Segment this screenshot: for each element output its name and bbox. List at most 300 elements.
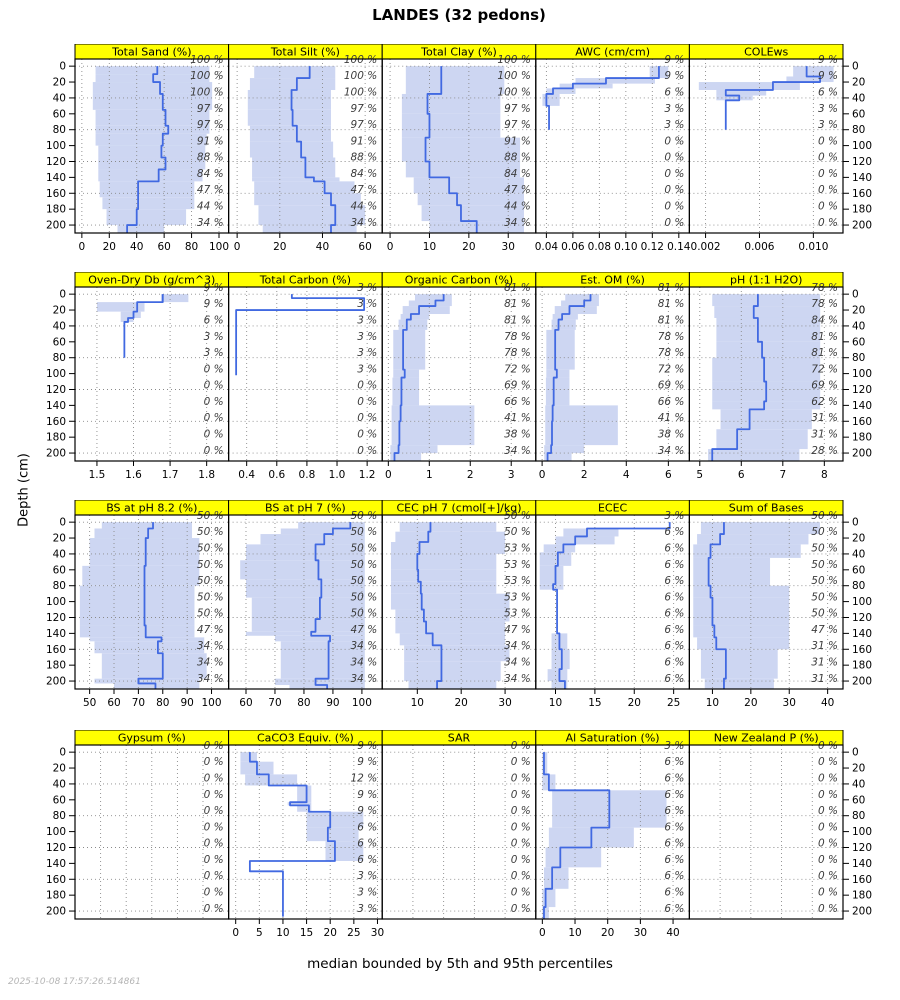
percentile-band [552, 320, 576, 330]
percentile-band [542, 94, 559, 106]
svg-text:60: 60 [852, 108, 866, 121]
svg-text:0: 0 [384, 469, 392, 481]
percentile-band [693, 558, 770, 586]
svg-text:200: 200 [852, 905, 873, 918]
percentile-band [96, 110, 210, 126]
panel-al-saturation [536, 730, 690, 939]
percentile-band [391, 542, 505, 554]
contributing-fraction-label: 84 % [196, 167, 224, 180]
svg-text:160: 160 [852, 643, 873, 656]
contributing-fraction-label: 0 % [357, 444, 378, 457]
percentile-band [716, 318, 820, 342]
panel-caco3-equiv [229, 730, 385, 939]
contributing-fraction-label: 6 % [664, 902, 685, 915]
contributing-fraction-label: 53 % [504, 591, 531, 604]
percentile-band [395, 610, 509, 622]
svg-text:30: 30 [498, 697, 512, 709]
svg-text:10: 10 [276, 927, 290, 939]
contributing-fraction-label: 0 % [203, 412, 224, 425]
svg-text:140: 140 [852, 399, 873, 412]
depth-axis-left [46, 289, 75, 460]
contributing-fraction-label: 0 % [357, 428, 378, 441]
percentile-band [252, 177, 339, 181]
strip-title: BS at pH 8.2 (%) [106, 501, 198, 515]
contributing-fraction-label: 34 % [196, 640, 224, 653]
percentile-band [544, 544, 576, 552]
svg-text:40: 40 [52, 778, 66, 791]
contributing-fraction-label: 0 % [510, 756, 531, 769]
panel-total-sand [75, 44, 229, 253]
strip-title: Est. OM (%) [580, 273, 645, 287]
svg-text:180: 180 [45, 431, 66, 444]
percentile-band [102, 522, 192, 528]
svg-text:80: 80 [52, 124, 66, 137]
percentile-band [712, 401, 820, 409]
contributing-fraction-label: 0 % [818, 870, 838, 883]
contributing-fraction-label: 3 % [357, 298, 378, 311]
depth-axis-left [46, 517, 75, 688]
svg-text:20: 20 [852, 762, 866, 775]
percentile-band [406, 161, 520, 177]
percentile-band [98, 169, 202, 181]
svg-text:60: 60 [852, 564, 866, 577]
contributing-fraction-label: 100 % [190, 53, 224, 66]
svg-text:160: 160 [852, 187, 873, 200]
svg-text:0.14: 0.14 [667, 241, 691, 253]
percentile-band [697, 637, 789, 649]
contributing-fraction-label: 47 % [350, 184, 378, 197]
contributing-fraction-label: 34 % [657, 444, 685, 457]
percentile-band [546, 330, 574, 370]
contributing-fraction-label: 0 % [510, 837, 531, 850]
svg-text:1: 1 [425, 469, 433, 481]
percentile-band [307, 828, 359, 842]
svg-text:0: 0 [852, 60, 859, 73]
svg-text:80: 80 [52, 810, 66, 823]
contributing-fraction-label: 34 % [350, 216, 378, 229]
contributing-fraction-label: 6 % [664, 853, 685, 866]
percentile-band [260, 534, 364, 544]
percentile-band [545, 405, 618, 421]
contributing-fraction-label: 3 % [357, 314, 378, 327]
percentile-band [90, 538, 200, 566]
contributing-fraction-label: 3 % [357, 870, 378, 883]
svg-text:200: 200 [45, 905, 66, 918]
svg-text:0.002: 0.002 [690, 241, 721, 253]
percentile-band [96, 126, 210, 134]
svg-text:8: 8 [820, 469, 828, 481]
svg-text:20: 20 [462, 241, 476, 253]
svg-text:160: 160 [852, 873, 873, 886]
percentile-band [80, 625, 195, 637]
svg-text:1.7: 1.7 [161, 469, 179, 481]
svg-text:60: 60 [52, 108, 66, 121]
panel-est-om [536, 272, 690, 481]
percentile-band [546, 378, 570, 406]
contributing-fraction-label: 31 % [811, 428, 838, 441]
panel-total-silt [229, 44, 383, 253]
contributing-fraction-label: 0 % [510, 853, 531, 866]
svg-text:20: 20 [852, 76, 866, 89]
contributing-fraction-label: 91 % [350, 135, 378, 148]
contributing-fraction-label: 50 % [811, 591, 838, 604]
contributing-fraction-label: 3 % [664, 739, 685, 752]
percentile-band [542, 889, 555, 907]
svg-text:100: 100 [45, 140, 66, 153]
contributing-fraction-label: 0 % [357, 395, 378, 408]
contributing-fraction-label: 50 % [196, 575, 224, 588]
contributing-fraction-label: 0 % [818, 184, 838, 197]
svg-text:10: 10 [568, 927, 582, 939]
svg-text:160: 160 [45, 873, 66, 886]
contributing-fraction-label: 0 % [818, 200, 838, 213]
svg-text:20: 20 [102, 241, 116, 253]
contributing-fraction-label: 47 % [196, 623, 224, 636]
contributing-fraction-label: 0 % [203, 805, 224, 818]
percentile-band [82, 566, 199, 586]
svg-text:0: 0 [386, 241, 394, 253]
contributing-fraction-label: 0 % [357, 412, 378, 425]
panel-row-2 [0, 272, 900, 494]
contributing-fraction-label: 3 % [357, 886, 378, 899]
svg-text:180: 180 [45, 203, 66, 216]
percentile-band [714, 306, 820, 318]
percentile-band [699, 82, 800, 90]
contributing-fraction-label: 9 % [357, 739, 378, 752]
svg-text:20: 20 [273, 241, 287, 253]
contributing-fraction-label: 0 % [203, 395, 224, 408]
svg-text:0: 0 [232, 927, 240, 939]
contributing-fraction-label: 50 % [196, 509, 224, 522]
contributing-fraction-label: 0 % [203, 756, 224, 769]
y-axis-label: Depth (cm) [16, 453, 32, 527]
svg-text:180: 180 [45, 659, 66, 672]
percentile-band [548, 669, 568, 681]
svg-text:40: 40 [852, 92, 866, 105]
contributing-fraction-label: 50 % [811, 509, 838, 522]
percentile-band [252, 598, 365, 619]
contributing-fraction-label: 0 % [818, 167, 838, 180]
contributing-fraction-label: 6 % [664, 756, 685, 769]
panel-oven-dry-db [75, 272, 229, 481]
contributing-fraction-label: 3 % [357, 330, 378, 343]
panel-sar [382, 730, 536, 919]
svg-text:200: 200 [852, 219, 873, 232]
contributing-fraction-label: 6 % [664, 526, 685, 539]
percentile-band [716, 429, 807, 449]
contributing-fraction-label: 47 % [350, 623, 378, 636]
svg-text:20: 20 [52, 304, 66, 317]
percentile-band [708, 449, 799, 461]
percentile-band [102, 197, 194, 209]
strip-title: Sum of Bases [728, 501, 804, 515]
contributing-fraction-label: 53 % [504, 575, 531, 588]
contributing-fraction-label: 50 % [196, 591, 224, 604]
contributing-fraction-label: 41 % [657, 412, 685, 425]
contributing-fraction-label: 47 % [504, 184, 531, 197]
contributing-fraction-label: 0 % [664, 151, 685, 164]
svg-text:40: 40 [52, 320, 66, 333]
contributing-fraction-label: 3 % [357, 902, 378, 915]
contributing-fraction-label: 53 % [504, 558, 531, 571]
svg-text:3: 3 [507, 469, 515, 481]
percentile-band [693, 598, 789, 626]
strip-title: AWC (cm/cm) [575, 45, 650, 59]
svg-text:60: 60 [239, 697, 253, 709]
svg-text:160: 160 [852, 415, 873, 428]
contributing-fraction-label: 31 % [811, 412, 838, 425]
contributing-fraction-label: 50 % [350, 542, 378, 555]
contributing-fraction-label: 0 % [510, 772, 531, 785]
svg-text:0.06: 0.06 [561, 241, 585, 253]
timestamp: 2025-10-08 17:57:26.514861 [8, 977, 141, 987]
contributing-fraction-label: 28 % [811, 444, 838, 457]
contributing-fraction-label: 62 % [811, 395, 838, 408]
svg-text:120: 120 [45, 841, 66, 854]
percentile-band [392, 405, 475, 421]
svg-text:100: 100 [45, 368, 66, 381]
svg-text:100: 100 [201, 697, 222, 709]
panel-bs-ph7 [229, 500, 383, 709]
svg-text:90: 90 [180, 697, 194, 709]
contributing-fraction-label: 50 % [811, 558, 838, 571]
svg-text:80: 80 [156, 697, 170, 709]
strip-title: SAR [447, 731, 471, 745]
contributing-fraction-label: 34 % [350, 656, 378, 669]
contributing-fraction-label: 41 % [504, 412, 531, 425]
svg-text:100: 100 [852, 596, 873, 609]
contributing-fraction-label: 81 % [811, 347, 838, 360]
contributing-fraction-label: 6 % [664, 788, 685, 801]
contributing-fraction-label: 0 % [510, 821, 531, 834]
contributing-fraction-label: 3 % [203, 347, 224, 360]
contributing-fraction-label: 47 % [504, 623, 531, 636]
contributing-fraction-label: 0 % [818, 788, 838, 801]
svg-text:0: 0 [233, 241, 241, 253]
percentile-band [701, 522, 820, 534]
contributing-fraction-label: 0 % [818, 739, 838, 752]
contributing-fraction-label: 3 % [357, 281, 378, 294]
svg-text:80: 80 [52, 580, 66, 593]
contributing-fraction-label: 88 % [504, 151, 531, 164]
percentile-band [240, 560, 365, 579]
depth-axis-right [843, 517, 872, 688]
svg-text:0: 0 [852, 288, 859, 301]
svg-text:180: 180 [852, 659, 873, 672]
contributing-fraction-label: 78 % [811, 281, 838, 294]
contributing-fraction-label: 3 % [357, 347, 378, 360]
contributing-fraction-label: 6 % [664, 623, 685, 636]
contributing-fraction-label: 97 % [504, 102, 531, 115]
panel-row-4 [0, 730, 900, 952]
contributing-fraction-label: 0 % [203, 739, 224, 752]
percentile-band [390, 445, 437, 453]
panel-new-zealand-p [689, 730, 843, 919]
svg-text:160: 160 [45, 187, 66, 200]
percentile-band [246, 579, 365, 597]
contributing-fraction-label: 0 % [664, 184, 685, 197]
svg-text:40: 40 [130, 241, 144, 253]
svg-text:80: 80 [52, 352, 66, 365]
svg-text:180: 180 [45, 889, 66, 902]
percentile-band [95, 641, 205, 653]
contributing-fraction-label: 50 % [811, 607, 838, 620]
svg-text:20: 20 [627, 697, 641, 709]
svg-text:20: 20 [323, 927, 337, 939]
percentile-band [395, 532, 505, 542]
svg-text:120: 120 [852, 611, 873, 624]
panel-ecec [536, 500, 690, 709]
contributing-fraction-label: 6 % [664, 591, 685, 604]
percentile-band [555, 536, 614, 544]
strip-title: New Zealand P (%) [713, 731, 819, 745]
contributing-fraction-label: 9 % [664, 53, 685, 66]
contributing-fraction-label: 84 % [350, 167, 378, 180]
contributing-fraction-label: 9 % [818, 70, 838, 83]
percentile-band [544, 445, 584, 453]
strip-title: CEC pH 7 (cmol[+]/kg) [396, 501, 522, 515]
contributing-fraction-label: 6 % [664, 575, 685, 588]
svg-text:80: 80 [852, 352, 866, 365]
percentile-band [712, 358, 820, 382]
svg-text:20: 20 [454, 697, 468, 709]
median-line [236, 294, 364, 375]
contributing-fraction-label: 78 % [504, 347, 531, 360]
svg-text:100: 100 [852, 140, 873, 153]
percentile-band [406, 66, 504, 94]
contributing-fraction-label: 34 % [504, 672, 531, 685]
svg-text:160: 160 [45, 415, 66, 428]
contributing-fraction-label: 100 % [497, 86, 531, 99]
svg-text:15: 15 [588, 697, 602, 709]
depth-axis-left [46, 61, 75, 232]
svg-text:20: 20 [852, 304, 866, 317]
svg-text:80: 80 [852, 124, 866, 137]
contributing-fraction-label: 50 % [350, 558, 378, 571]
contributing-fraction-label: 6 % [664, 656, 685, 669]
contributing-fraction-label: 6 % [664, 558, 685, 571]
contributing-fraction-label: 97 % [350, 102, 378, 115]
contributing-fraction-label: 0 % [203, 902, 224, 915]
contributing-fraction-label: 3 % [664, 509, 685, 522]
contributing-fraction-label: 9 % [818, 53, 838, 66]
svg-text:70: 70 [268, 697, 282, 709]
svg-text:20: 20 [744, 697, 758, 709]
contributing-fraction-label: 0 % [510, 886, 531, 899]
svg-text:80: 80 [184, 241, 199, 253]
contributing-fraction-label: 50 % [811, 542, 838, 555]
svg-text:4: 4 [622, 469, 630, 481]
percentile-band [393, 330, 425, 370]
contributing-fraction-label: 50 % [350, 607, 378, 620]
contributing-fraction-label: 81 % [504, 314, 531, 327]
contributing-fraction-label: 3 % [664, 119, 685, 132]
contributing-fraction-label: 6 % [818, 86, 838, 99]
svg-text:25: 25 [666, 697, 681, 709]
contributing-fraction-label: 66 % [504, 395, 531, 408]
percentile-band [102, 653, 207, 678]
svg-text:140: 140 [45, 627, 66, 640]
percentile-band [400, 633, 505, 645]
contributing-fraction-label: 0 % [357, 379, 378, 392]
depth-axis-right [843, 61, 872, 232]
svg-text:1.5: 1.5 [88, 469, 106, 481]
contributing-fraction-label: 97 % [504, 119, 531, 132]
svg-text:20: 20 [52, 76, 66, 89]
svg-text:0.010: 0.010 [798, 241, 829, 253]
svg-text:1.0: 1.0 [328, 469, 346, 481]
svg-text:40: 40 [852, 548, 866, 561]
percentile-band [546, 370, 569, 378]
contributing-fraction-label: 6 % [664, 870, 685, 883]
contributing-fraction-label: 34 % [504, 640, 531, 653]
panel-total-clay [382, 44, 536, 253]
svg-text:20: 20 [52, 532, 66, 545]
svg-text:0: 0 [59, 746, 66, 759]
svg-text:120: 120 [852, 841, 873, 854]
page-title: LANDES (32 pedons) [372, 6, 546, 24]
contributing-fraction-label: 9 % [664, 70, 685, 83]
percentile-band [250, 142, 333, 158]
strip-title: CaCO3 Equiv. (%) [256, 731, 354, 745]
contributing-fraction-label: 0 % [510, 805, 531, 818]
svg-text:0: 0 [78, 241, 86, 253]
contributing-fraction-label: 0 % [664, 200, 685, 213]
strip-title: Gypsum (%) [117, 731, 186, 745]
contributing-fraction-label: 53 % [504, 607, 531, 620]
contributing-fraction-label: 6 % [664, 542, 685, 555]
percentile-band [403, 306, 450, 314]
panel-total-carbon [229, 272, 383, 481]
contributing-fraction-label: 9 % [203, 298, 224, 311]
contributing-fraction-label: 34 % [350, 672, 378, 685]
svg-text:20: 20 [52, 762, 66, 775]
svg-text:140: 140 [45, 857, 66, 870]
percentile-band [246, 544, 365, 560]
svg-text:0.6: 0.6 [268, 469, 286, 481]
contributing-fraction-label: 0 % [818, 853, 838, 866]
contributing-fraction-label: 72 % [504, 363, 531, 376]
percentile-band [250, 126, 331, 142]
contributing-fraction-label: 50 % [350, 575, 378, 588]
percentile-band [697, 534, 808, 544]
svg-text:40: 40 [852, 320, 866, 333]
contributing-fraction-label: 0 % [203, 853, 224, 866]
percentile-band [307, 812, 364, 828]
svg-text:0.12: 0.12 [640, 241, 665, 253]
svg-text:140: 140 [852, 627, 873, 640]
subtitle-caption: median bounded by 5th and 95th percentiles [307, 956, 613, 972]
svg-text:40: 40 [315, 241, 330, 253]
contributing-fraction-label: 0 % [664, 167, 685, 180]
percentile-band [546, 847, 602, 867]
svg-text:160: 160 [45, 643, 66, 656]
percentile-band [391, 582, 496, 594]
panel-cec-ph7 [382, 500, 536, 709]
contributing-fraction-label: 97 % [350, 119, 378, 132]
percentile-band [391, 570, 496, 582]
percentile-band [254, 181, 354, 193]
panel-sum-of-bases [689, 500, 843, 709]
contributing-fraction-label: 0 % [818, 837, 838, 850]
svg-text:100: 100 [45, 596, 66, 609]
contributing-fraction-label: 6 % [664, 86, 685, 99]
svg-text:0.4: 0.4 [238, 469, 256, 481]
contributing-fraction-label: 6 % [664, 672, 685, 685]
contributing-fraction-label: 3 % [203, 330, 224, 343]
contributing-fraction-label: 6 % [664, 772, 685, 785]
contributing-fraction-label: 0 % [203, 837, 224, 850]
